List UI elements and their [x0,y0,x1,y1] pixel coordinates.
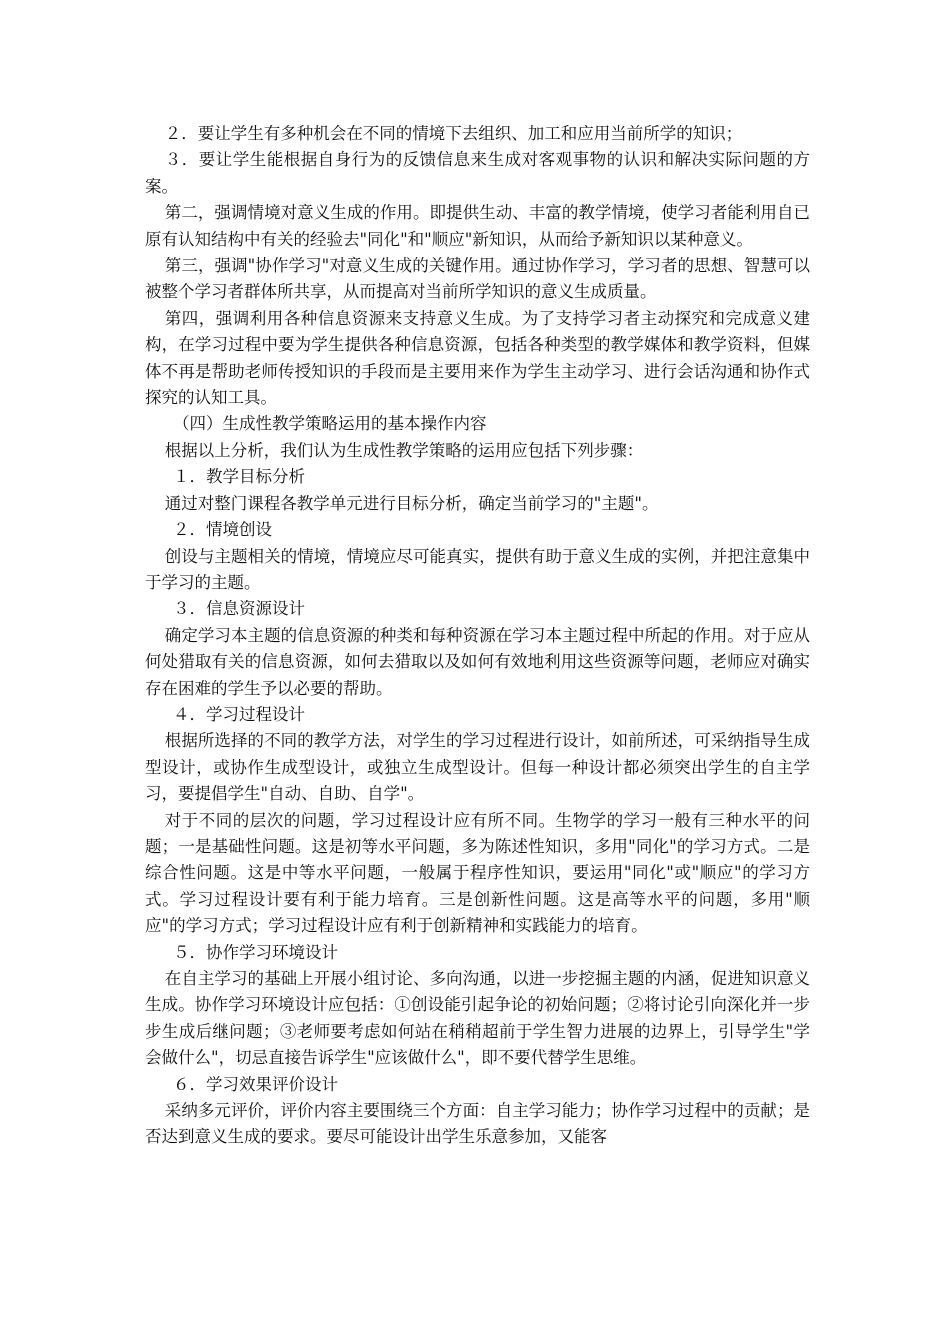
body-paragraph: 在自主学习的基础上开展小组讨论、多向沟通，以进一步挖掘主题的内涵，促进知识意义生成。协作学习环境设计应包括：①创设能引起争论的初始问题；②将讨论引向深化并一步步生成后继问题；③老师要考虑如何站在稍稍超前于学生智力进展的边界上，引导学生"学会做什么"，切忌直接告诉学生"应该做什么"，即不要代替学生思维。 [145,969,810,1068]
step-heading: ５．协作学习环境设计 [173,942,339,962]
body-paragraph: 对于不同的层次的问题，学习过程设计应有所不同。生物学的学习一般有三种水平的问题；一是基础性问题。这是初等水平问题，多为陈述性知识，多用"同化"的学习方式。二是综合性问题。这是中等水平问题，一般属于程序性知识，要运用"同化"或"顺应"的学习方式。学习过程设计要有利于能力培育。三是创新性问题。这是高等水平的问题，多用"顺应"的学习方式；学习过程设计应有利于创新精神和实践能力的培育。 [145,810,810,936]
step-heading: ６．学习效果评价设计 [173,1074,339,1094]
step-heading: ２．情境创设 [173,520,273,540]
body-paragraph: 确定学习本主题的信息资源的种类和每种资源在学习本主题过程中所起的作用。对于应从何处猎取有关的信息资源，如何去猎取以及如何有效地利用这些资源等问题，老师应对确实存在困难的学生予以必要的帮助。 [145,625,810,698]
body-paragraph: 第三，强调"协作学习"对意义生成的关键作用。通过协作学习，学习者的思想、智慧可以被整个学习者群体所共享，从而提高对当前所学知识的意义生成质量。 [145,256,810,302]
body-paragraph: 通过对整门课程各教学单元进行目标分析，确定当前学习的"主题"。 [164,493,659,513]
body-paragraph: 第四，强调利用各种信息资源来支持意义生成。为了支持学习者主动探究和完成意义建构，在学习过程中要为学生提供各种信息资源，包括各种类型的教学媒体和教学资料，但媒体不再是帮助老师传授知识的手段而是主要用来作为学生主动学习、进行会话沟通和协作式探究的认知工具。 [145,308,810,408]
section-heading: （四）生成性教学策略运用的基本操作内容 [173,414,487,434]
body-paragraph: 根据所选择的不同的教学方法，对学生的学习过程进行设计，如前所述，可采纳指导生成型设计，或协作生成型设计，或独立生成型设计。但每一种设计都必须突出学生的自主学习，要提倡学生"自动、自助、自学"。 [145,731,810,804]
body-paragraph: 采纳多元评价，评价内容主要围绕三个方面：自主学习能力；协作学习过程中的贡献；是否达到意义生成的要求。要尽可能设计出学生乐意参加，又能客 [145,1101,810,1147]
body-paragraph: 根据以上分析，我们认为生成性教学策略的运用应包括下列步骤： [164,440,644,460]
list-item: ２．要让学生有多种机会在不同的情境下去组织、加工和应用当前所学的知识； [164,124,743,143]
list-item: ３．要让学生能根据自身行为的反馈信息来生成对客观事物的认识和解决实际问题的方案。 [145,150,810,196]
body-paragraph: 第二，强调情境对意义生成的作用。即提供生动、丰富的教学情境，使学习者能利用自已原有认知结构中有关的经验去"同化"和"顺应"新知识，从而给予新知识以某种意义。 [145,203,810,249]
step-heading: ３．信息资源设计 [173,599,306,619]
document-page [145,121,810,1151]
body-paragraph: 创设与主题相关的情境，情境应尽可能真实，提供有助于意义生成的实例，并把注意集中于学习的主题。 [145,546,810,592]
step-heading: ４．学习过程设计 [173,704,306,724]
step-heading: １．教学目标分析 [173,467,306,487]
